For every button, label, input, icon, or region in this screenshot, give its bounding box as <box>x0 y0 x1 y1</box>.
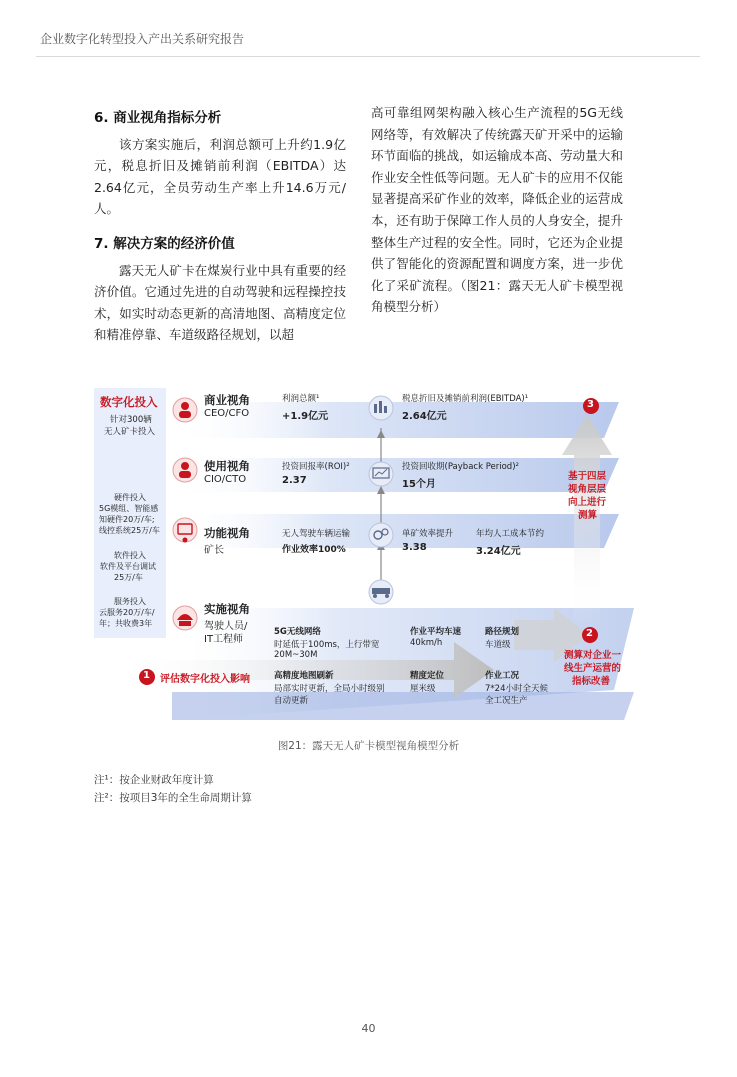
business-view-role: CEO/CFO <box>204 408 250 419</box>
speed-title: 作业平均车速 <box>410 627 462 637</box>
ebitda-value: 2.64亿元 <box>402 411 447 422</box>
right-column <box>371 102 623 318</box>
figure-caption: 图21：露天无人矿卡模型视角模型分析 <box>277 740 460 752</box>
labor-saving-label: 年均人工成本节约 <box>476 529 545 539</box>
step1-label: 评估数字化投入影响 <box>160 674 250 685</box>
service-line-2: 年；共收费3年 <box>99 619 153 628</box>
function-view-title: 功能视角 <box>204 526 250 540</box>
left-column <box>94 108 346 346</box>
step2-line-1: 测算对企业一 <box>564 650 622 661</box>
roi-label: 投资回报率(ROI)² <box>282 462 350 472</box>
impl-view-role-1: 驾驶人员/ <box>204 621 248 632</box>
payback-value: 15个月 <box>402 479 436 490</box>
payback-label: 投资回收期(Payback Period)² <box>402 462 519 472</box>
labor-saving-value: 3.24亿元 <box>476 546 521 557</box>
roi-value: 2.37 <box>282 475 307 486</box>
usage-view-title: 使用视角 <box>204 459 250 473</box>
section-6-heading: 6. 商业视角指标分析 <box>94 110 222 126</box>
software-title: 软件投入 <box>114 551 146 560</box>
step3-line-1: 基于四层 <box>568 471 607 482</box>
software-line-1: 软件及平台调试 <box>100 562 156 571</box>
section-7-paragraph: 露天无人矿卡在煤炭行业中具有重要的经济价值。它通过先进的自动驾驶和远程操控技术，如实时动态更新的高清地图、高精度定位和精准停靠、车道级路径规划，以超 <box>94 262 346 343</box>
profit-label: 利润总额¹ <box>282 394 320 404</box>
autonomous-transport-label: 无人驾驶车辆运输 <box>282 529 351 539</box>
mine-efficiency-value: 3.38 <box>402 542 427 553</box>
band-implementation-bottom <box>172 692 634 720</box>
hardware-line-3: 线控系统25万/车 <box>99 526 160 535</box>
investment-scope-1: 针对300辆 <box>110 415 152 425</box>
step3-line-4: 测算 <box>578 510 598 521</box>
section-7-paragraph-continued: 高可靠组网架构融入核心生产流程的5G无线网络等，有效解决了传统露天矿开采中的运输环节面临的挑战，如运输成本高、劳动量大和作业安全性低等问题。无人矿卡的应用不仅能显著提高采矿作业的效率，降低企业的运营成本，还有助于保障工作人员的人身安全，提升整体生产过程的安全性。同时，它还为企业提供了智能化的资源配置和调度方案，进一步优化了采矿流程。（图21：露天无人矿卡模型视角模型分析） <box>371 105 623 315</box>
routing-title: 路径规划 <box>485 627 520 637</box>
conditions-line-2: 全工况生产 <box>485 696 528 706</box>
conditions-title: 作业工况 <box>485 671 520 681</box>
business-view-title: 商业视角 <box>204 393 250 407</box>
network-line-2: 20M~30M <box>274 650 318 660</box>
hardware-line-1: 5G模组、智能感 <box>99 504 159 513</box>
usage-view-role: CIO/CTO <box>204 474 247 485</box>
impl-view-title: 实施视角 <box>204 602 250 616</box>
investment-scope-2: 无人矿卡投入 <box>104 427 156 437</box>
gears-icon <box>369 523 393 547</box>
section-7-heading: 7. 解决方案的经济价值 <box>94 235 235 252</box>
software-line-2: 25万/车 <box>114 573 143 582</box>
mine-efficiency-label: 单矿效率提升 <box>402 529 454 539</box>
autonomous-transport-value: 作业效率100% <box>282 545 346 555</box>
step2-line-2: 线生产运营的 <box>564 663 622 674</box>
page-header: 企业数字化转型投入产出关系研究报告 <box>40 32 245 46</box>
map-line-1: 局部实时更新，全局小时级别 <box>274 684 385 694</box>
service-line-1: 云服务20万/车/ <box>99 608 155 617</box>
routing-value: 车道级 <box>485 640 511 650</box>
map-line-2: 自动更新 <box>274 696 309 706</box>
network-line-1: 时延低于100ms，上行带宽 <box>274 640 380 650</box>
network-title: 5G无线网络 <box>274 627 321 637</box>
conditions-line-1: 7*24小时全天候 <box>485 684 548 694</box>
step1-number: 1 <box>143 670 150 681</box>
service-title: 服务投入 <box>114 597 146 606</box>
map-title: 高精度地图刷新 <box>274 671 334 681</box>
function-view-role: 矿长 <box>204 545 224 556</box>
page-number: 40 <box>361 1022 376 1035</box>
step3-number: 3 <box>587 399 594 410</box>
footnote-2: 注²：按项目3年的全生命周期计算 <box>94 792 252 804</box>
step2-number: 2 <box>586 628 593 639</box>
profit-value: +1.9亿元 <box>282 411 329 422</box>
hardware-title: 硬件投入 <box>114 493 146 502</box>
section-6-paragraph: 该方案实施后，利润总额可上升约1.9亿元，税息折旧及摊销前利润（EBITDA）达2.64亿元，全员劳动生产率上升14.6万元/人。 <box>94 136 346 217</box>
ebitda-label: 税息折旧及摊销前利润(EBITDA)¹ <box>402 394 529 404</box>
positioning-title: 精度定位 <box>410 671 445 681</box>
footnote-1: 注¹：按企业财政年度计算 <box>94 774 214 786</box>
header-divider <box>36 56 700 57</box>
investment-title: 数字化投入 <box>100 395 158 409</box>
impl-view-role-2: IT工程师 <box>204 634 244 645</box>
positioning-value: 厘米级 <box>410 684 436 694</box>
step3-line-3: 向上进行 <box>568 497 607 508</box>
figure-21 <box>94 380 634 730</box>
speed-value: 40km/h <box>410 638 443 648</box>
step2-line-3: 指标改善 <box>572 676 611 687</box>
hardware-line-2: 知硬件20万/车; <box>99 515 155 524</box>
step3-line-2: 视角层层 <box>568 484 607 495</box>
